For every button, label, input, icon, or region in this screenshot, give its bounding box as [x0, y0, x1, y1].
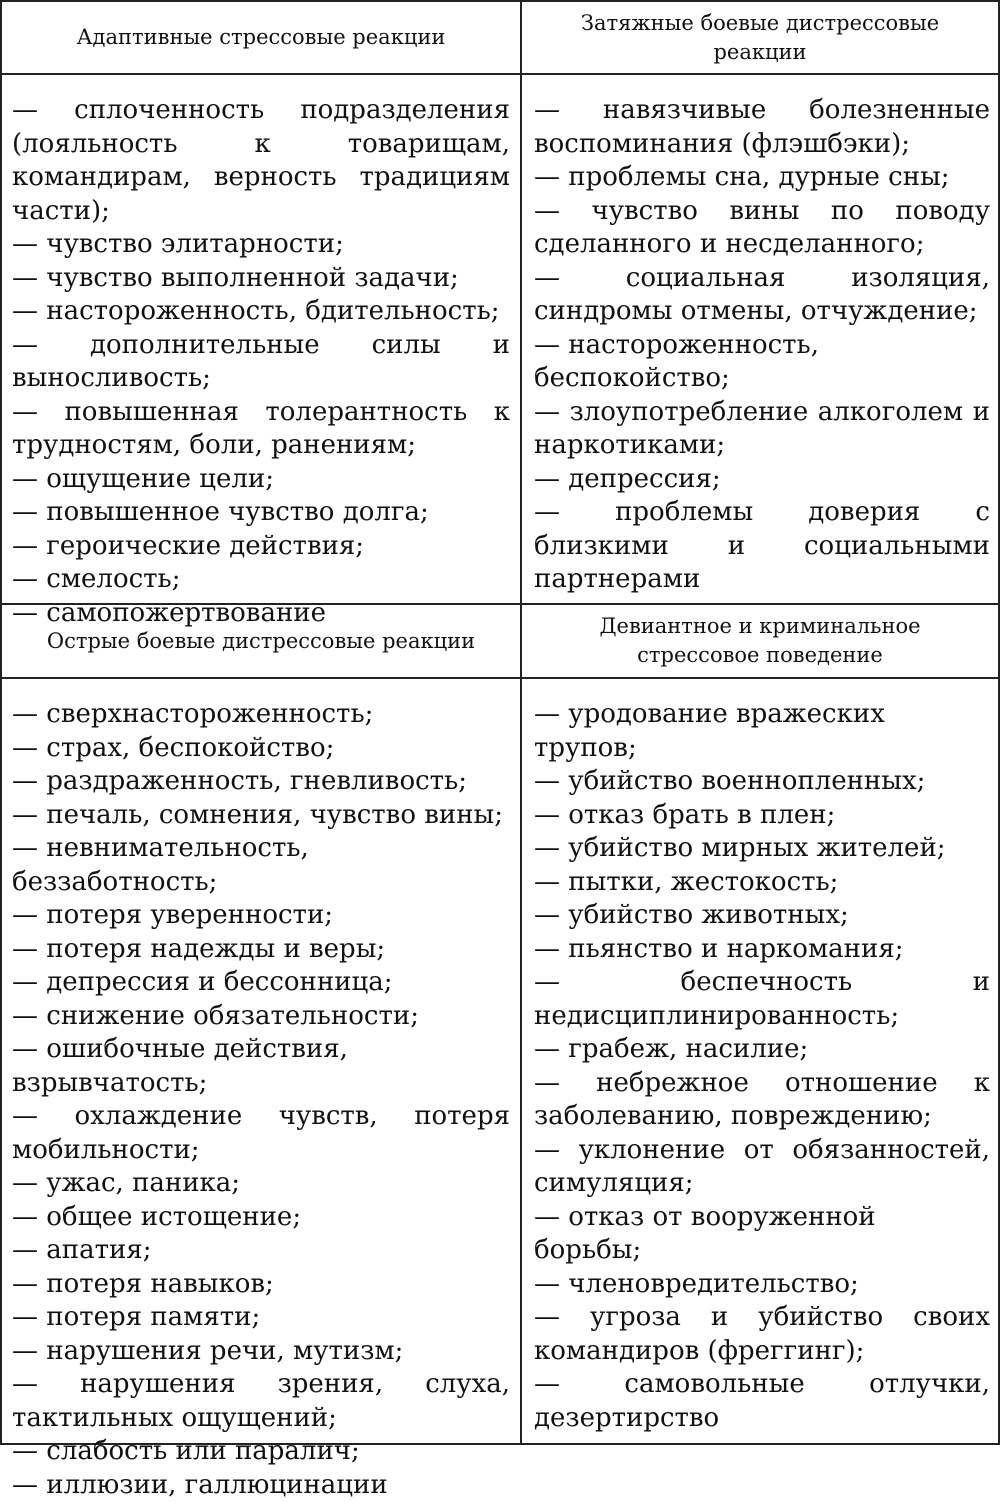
list-item: — социальная изоляция, синдромы отмены, отчуждение; [534, 262, 990, 329]
list-item: — самопожертвование [12, 597, 510, 631]
list-item: — настороженность, беспокойство; [534, 329, 990, 396]
list-item: — угроза и убийство своих командиров (фреггинг); [534, 1301, 990, 1368]
list-item: — отказ брать в плен; [534, 799, 990, 833]
list-item: — дополнительные силы и выносливость; [12, 329, 510, 396]
list-item: — ужас, паника; [12, 1167, 510, 1201]
list-item: — депрессия и бессонница; [12, 966, 510, 1000]
list-item: — отказ от вооруженной борьбы; [534, 1201, 990, 1268]
header-deviant: Девиантное и криминальное стрессовое поведение [522, 605, 998, 677]
list-deviant [534, 698, 990, 1435]
list-item: — убийство животных; [534, 899, 990, 933]
list-item: — нарушения зрения, слуха, тактильных ощущений; [12, 1368, 510, 1435]
list-item: — ощущение цели; [12, 463, 510, 497]
list-prolonged [534, 94, 990, 597]
list-item: — апатия; [12, 1234, 510, 1268]
list-item: — снижение обязательности; [12, 1000, 510, 1034]
list-item: — убийство мирных жителей; [534, 832, 990, 866]
list-item: — нарушения речи, мутизм; [12, 1335, 510, 1369]
header-prolonged: Затяжные боевые дистрессовые реакции [522, 2, 998, 73]
list-item: — иллюзии, галлюцинации [12, 1469, 510, 1502]
list-item: — слабость или паралич; [12, 1435, 510, 1469]
list-item: — потеря памяти; [12, 1301, 510, 1335]
list-item: — чувство выполненной задачи; [12, 262, 510, 296]
list-item: — грабеж, насилие; [534, 1033, 990, 1067]
list-item: — страх, беспокойство; [12, 732, 510, 766]
list-item: — членовредительство; [534, 1268, 990, 1302]
list-item: — навязчивые болезненные воспоминания (флэшбэки); [534, 94, 990, 161]
list-item: — беспечность и недисциплинированность; [534, 966, 990, 1033]
list-item: — депрессия; [534, 463, 990, 497]
list-item: — пьянство и наркомания; [534, 933, 990, 967]
header-divider-bottom [0, 677, 1000, 679]
list-acute [12, 698, 510, 1502]
list-item: — раздраженность, гневливость; [12, 765, 510, 799]
list-item: — повышенное чувство долга; [12, 496, 510, 530]
list-item: — охлаждение чувств, потеря мобильности; [12, 1100, 510, 1167]
list-item: — проблемы сна, дурные сны; [534, 161, 990, 195]
header-acute: Острые боевые дистрессовые реакции [2, 605, 520, 677]
list-item: — убийство военнопленных; [534, 765, 990, 799]
list-item: — невнимательность, беззаботность; [12, 832, 510, 899]
list-adaptive [12, 94, 510, 630]
list-item: — проблемы доверия с близкими и социальными партнерами [534, 496, 990, 597]
list-item: — самовольные отлучки, дезертирство [534, 1368, 990, 1435]
list-item: — чувство вины по поводу сделанного и несделанного; [534, 195, 990, 262]
list-item: — сплоченность подразделения (лояльность к товарищам, командирам, верность традициям части); [12, 94, 510, 228]
list-item: — небрежное отношение к заболеванию, повреждению; [534, 1067, 990, 1134]
header-divider-top [0, 73, 1000, 75]
list-item: — потеря уверенности; [12, 899, 510, 933]
list-item: — чувство элитарности; [12, 228, 510, 262]
list-item: — злоупотребление алкоголем и наркотиками; [534, 396, 990, 463]
list-item: — пытки, жестокость; [534, 866, 990, 900]
list-item: — общее истощение; [12, 1201, 510, 1235]
header-adaptive: Адаптивные стрессовые реакции [2, 2, 520, 73]
table-left-border [0, 0, 2, 1445]
list-item: — ошибочные действия, взрывчатость; [12, 1033, 510, 1100]
list-item: — повышенная толерантность к трудностям, боли, ранениям; [12, 396, 510, 463]
list-item: — потеря надежды и веры; [12, 933, 510, 967]
list-item: — потеря навыков; [12, 1268, 510, 1302]
list-item: — настороженность, бдительность; [12, 295, 510, 329]
table-column-divider [520, 0, 522, 1445]
list-item: — уродование вражеских трупов; [534, 698, 990, 765]
list-item: — героические действия; [12, 530, 510, 564]
list-item: — печаль, сомнения, чувство вины; [12, 799, 510, 833]
list-item: — смелость; [12, 563, 510, 597]
list-item: — сверхнастороженность; [12, 698, 510, 732]
list-item: — уклонение от обязанностей, симуляция; [534, 1134, 990, 1201]
